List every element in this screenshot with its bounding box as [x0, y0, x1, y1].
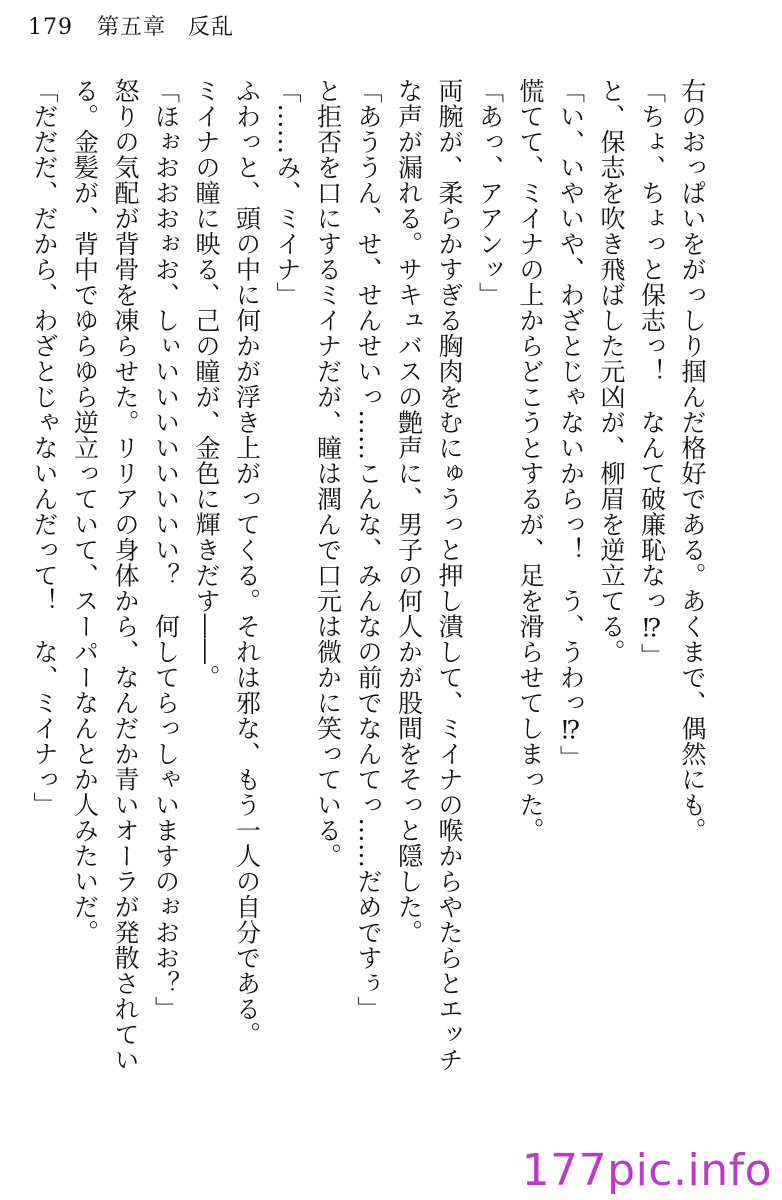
page-header	[28, 10, 234, 41]
novel-text-body	[24, 78, 713, 1158]
text-line: 「……み、ミイナ」	[273, 78, 302, 308]
text-line: な声が漏れる。サキュバスの艶声に、男子の何人かが股間をそっと隠した。	[394, 78, 424, 945]
chapter-label: 第五章	[97, 15, 167, 40]
text-line: ミイナの瞳に映る、己の瞳が、金色に輝きだす――。	[192, 78, 221, 690]
text-line: ふわっと、頭の中に何かが浮き上がってくる。それは邪な、もう一人の自分である。	[232, 78, 262, 1047]
chapter-title: 反乱	[188, 15, 235, 40]
text-line: 「い、いやいや、わざとじゃないからっ！ う、うわっ⁉」	[556, 78, 586, 771]
text-line: 両腕が、柔らかすぎる胸肉をむにゅうっと押し潰して、ミイナの喉からやたらとエッチ	[435, 78, 464, 1073]
text-line: 怒りの気配が背骨を凍らせた。リリアの身体から、なんだか青いオーラが発散されてい	[111, 78, 140, 1073]
text-line: 右のおっぱいをがっしり掴んだ格好である。あくまで、偶然にも。	[678, 78, 707, 843]
text-line: と拒否を口にするミイナだが、瞳は潤んで口元は微かに笑っている。	[313, 78, 343, 869]
text-line: 慌てて、ミイナの上からどこうとするが、足を滑らせてしまった。	[516, 78, 545, 843]
text-line: 「ほぉおおおぉお、しぃいいいいいいいい？ 何してらっしゃいますのぉおお？」	[151, 78, 181, 1022]
text-line: る。金髪が、背中でゆらゆら逆立っていて、スーパーなんとか人みたいだ。	[70, 78, 100, 945]
watermark-link[interactable]: 177pic.info	[521, 1145, 772, 1196]
text-line: 「だだだ、だから、わざとじゃないんだって！ な、ミイナっ」	[30, 78, 59, 818]
text-line: 「あううん、せ、せんせいっ……こんな、みんなの前でなんてっ……だめですぅ」	[354, 78, 383, 1022]
text-line: 「ちょ、ちょっと保志っ！ なんて破廉恥なっ⁉」	[637, 78, 667, 669]
text-line: 「あっ、アアンッ」	[475, 78, 505, 308]
text-line: と、保志を吹き飛ばした元凶が、柳眉を逆立てる。	[597, 78, 626, 665]
page-number: 179	[28, 15, 73, 40]
